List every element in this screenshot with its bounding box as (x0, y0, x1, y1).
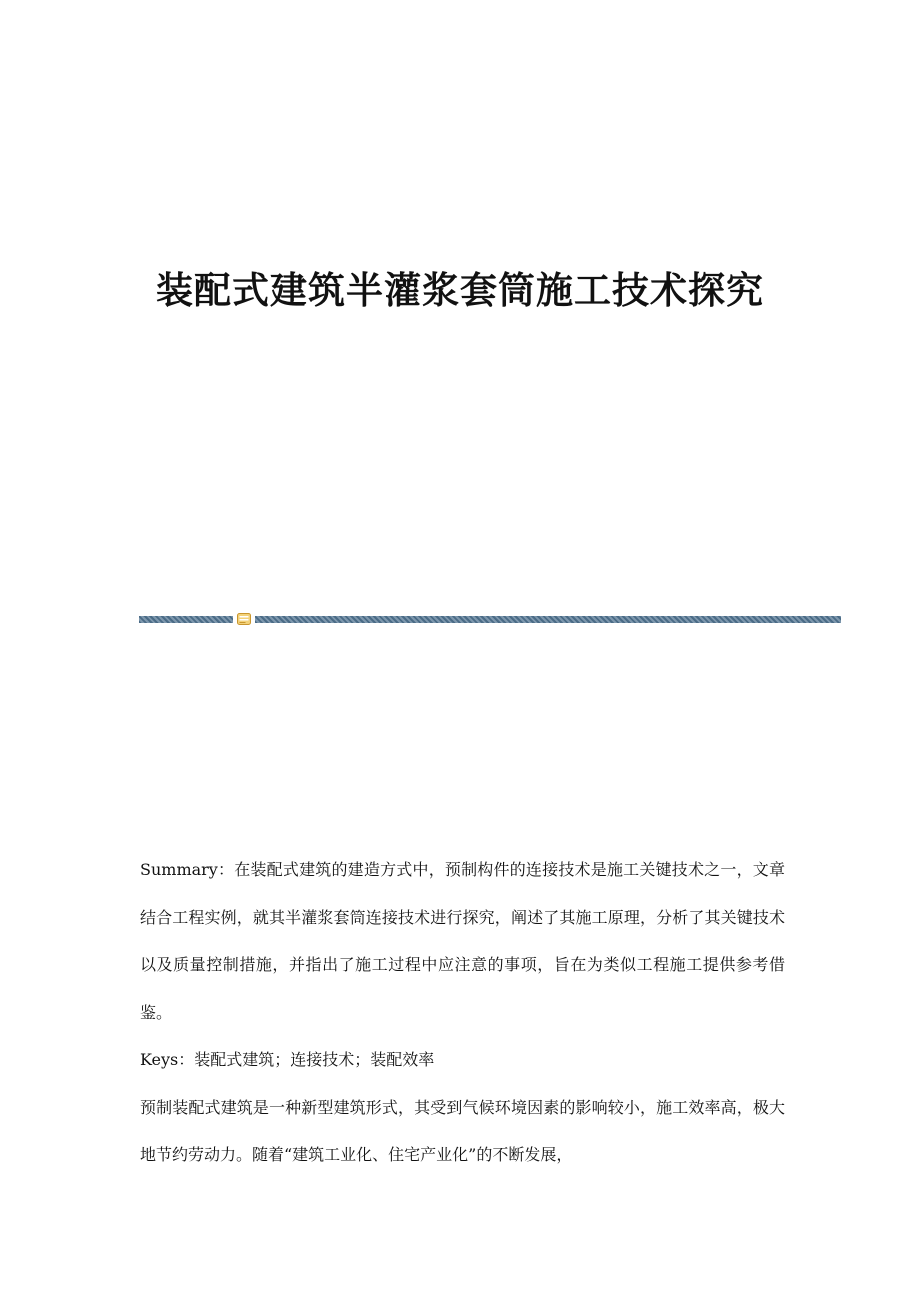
divider-bar-right (255, 616, 841, 623)
summary-paragraph (140, 846, 785, 1036)
keys-label: Keys： (140, 1050, 195, 1069)
keys-paragraph (140, 1036, 785, 1084)
divider-bar-left (139, 616, 233, 623)
summary-text: 在装配式建筑的建造方式中，预制构件的连接技术是施工关键技术之一，文章结合工程实例，就其半灌浆套筒连接技术进行探究，阐述了其施工原理，分析了其关键技术以及质量控制措施，并指出了施工过程中应注意的事项，旨在为类似工程施工提供参考借鉴。 (140, 860, 785, 1022)
divider-badge-icon (237, 613, 251, 625)
section-divider (139, 613, 841, 625)
document-title: 装配式建筑半灌浆套筒施工技术探究 (156, 268, 764, 312)
summary-label: Summary： (140, 860, 235, 879)
keys-text: 装配式建筑；连接技术；装配效率 (194, 1050, 435, 1069)
body-paragraph: 预制装配式建筑是一种新型建筑形式，其受到气候环境因素的影响较小，施工效率高，极大地节约劳动力。随着“建筑工业化、住宅产业化”的不断发展， (140, 1097, 785, 1164)
document-body (140, 846, 785, 1179)
